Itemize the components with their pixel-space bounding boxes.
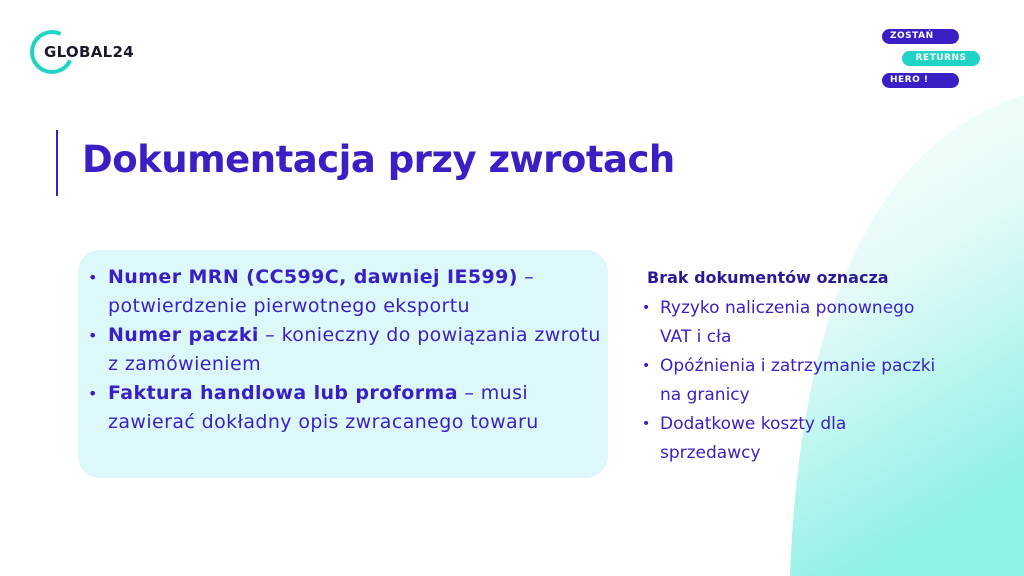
list-item	[86, 321, 606, 379]
list-item	[640, 352, 940, 410]
returns-hero-badge	[882, 29, 982, 89]
item-term: Numer MRN (CC599C, dawniej IE599)	[108, 266, 518, 288]
list-item	[86, 263, 606, 321]
bullet-icon: •	[88, 268, 98, 287]
bullet-icon: •	[642, 358, 651, 374]
badge-line-1: ZOSTAŃ	[882, 29, 959, 44]
item-term: Numer paczki	[108, 324, 259, 346]
bullet-icon: •	[88, 326, 98, 345]
required-documents-list	[86, 263, 606, 437]
bullet-icon: •	[88, 384, 98, 403]
list-item	[86, 379, 606, 437]
logo-text: GLOBAL24	[44, 43, 134, 61]
item-description: – konieczny do powiązania zwrotu z zamówieniem	[108, 324, 601, 375]
item-text: Dodatkowe koszty dla sprzedawcy	[660, 414, 847, 463]
badge-line-3: HERO !	[882, 73, 959, 88]
bullet-icon: •	[642, 300, 651, 316]
title-accent-bar	[56, 130, 58, 196]
badge-line-2: RETURNS	[902, 51, 980, 66]
slide-title: Dokumentacja przy zwrotach	[82, 138, 675, 181]
item-description: – potwierdzenie pierwotnego eksportu	[108, 266, 535, 317]
list-item	[640, 410, 940, 468]
bullet-icon: •	[642, 416, 651, 432]
list-item	[640, 294, 940, 352]
item-text: Opóźnienia i zatrzymanie paczki na granicy	[660, 356, 936, 405]
item-text: Ryzyko naliczenia ponownego VAT i cła	[660, 298, 915, 347]
consequences-heading: Brak dokumentów oznacza	[647, 268, 889, 287]
item-term: Faktura handlowa lub proforma	[108, 382, 458, 404]
consequences-list	[640, 294, 940, 468]
item-description: – musi zawierać dokładny opis zwracanego towaru	[108, 382, 539, 433]
